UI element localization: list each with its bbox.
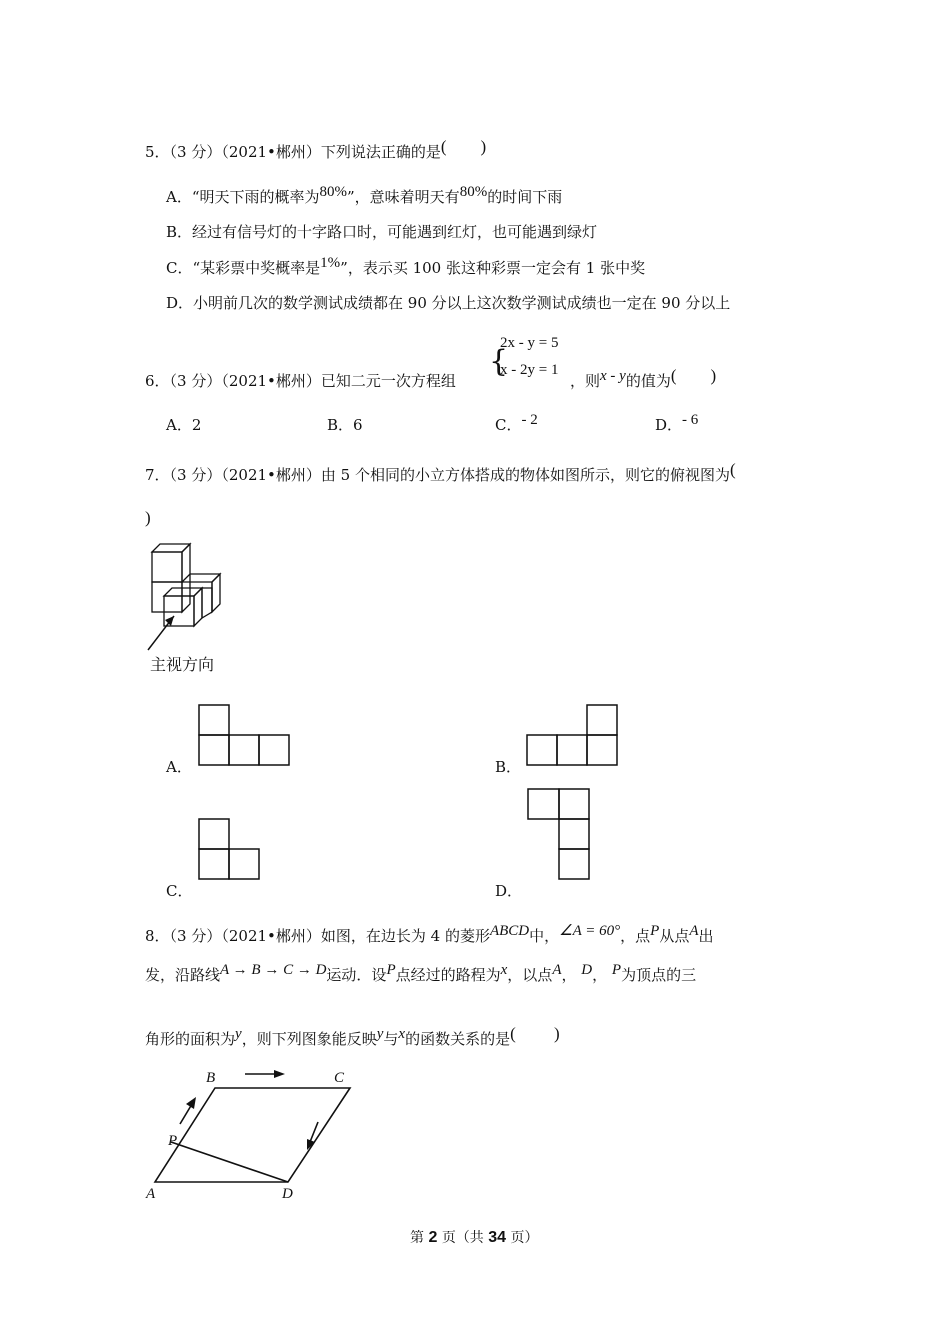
q7-header: 7．（3 分）（2021•郴州）由 5 个相同的小立方体搭成的物体如图所示，则它的俯视图为( [145, 460, 736, 484]
q6-option-d: D．- 6 [655, 412, 699, 434]
q8-line-1: 8．（3 分）（2021•郴州）如图，在边长为 4 的菱形ABCD中，∠A = 60°，点P从点A出 [145, 923, 714, 945]
q5-option-a: A．“明天下雨的概率为80%”，意味着明天有80%的时间下雨 [166, 184, 563, 206]
q6-option-b: B．6 [327, 416, 363, 434]
q6-header: 6．（3 分）（2021•郴州）已知二元一次方程组 [145, 372, 456, 390]
page-footer: 第 2 页（共 34 页） [410, 1229, 539, 1246]
label-c: C [334, 1070, 345, 1086]
q7-option-c-label: C． [166, 882, 193, 900]
q7-option-b-figure[interactable] [526, 704, 618, 766]
q8-line-3: 角形的面积为y，则下列图象能反映y与x的函数关系的是( ) [145, 1024, 560, 1048]
q7-option-d-label: D． [495, 882, 523, 900]
label-b: B [206, 1070, 216, 1086]
q5-option-c: C．“某彩票中奖概率是1%”，表示买 100 张这种彩票一定会有 1 张中奖 [166, 255, 646, 277]
view-direction-label: 主视方向 [150, 655, 215, 674]
answer-paren: ( ) [440, 137, 487, 156]
equation-1: 2x - y = 5 [500, 335, 559, 351]
segment-pd [171, 1142, 288, 1182]
system-brace: { [489, 344, 509, 379]
q5-header: 5．（3 分）（2021•郴州）下列说法正确的是( ) [145, 137, 487, 161]
q7-option-a-label: A． [166, 758, 192, 776]
q6-tail: ，则x - y的值为( ) [570, 366, 717, 390]
q7-option-b-label: B． [495, 758, 522, 776]
label-d: D [282, 1186, 293, 1202]
q6-option-c: C．- 2 [495, 412, 538, 434]
q6-option-a: A．2 [166, 416, 202, 434]
cube-figure [140, 540, 240, 655]
rhombus-abcd [155, 1088, 350, 1182]
label-a: A [146, 1186, 156, 1202]
equation-2: x - 2y = 1 [500, 362, 559, 378]
q7-option-a-figure[interactable] [198, 704, 290, 766]
q7-option-c-figure[interactable] [198, 818, 260, 880]
rhombus-figure [140, 1062, 370, 1207]
q7-option-d-figure[interactable] [527, 788, 591, 880]
q5-option-b: B．经过有信号灯的十字路口时，可能遇到红灯，也可能遇到绿灯 [166, 223, 598, 241]
q5-option-d: D．小明前几次的数学测试成绩都在 90 分以上这次数学测试成绩也一定在 90 分以上 [166, 294, 731, 312]
q7-close-paren: ) [145, 508, 151, 527]
label-p: P [168, 1133, 178, 1149]
q8-line-2: 发，沿路线A → B → C → D运动．设P点经过的路程为x，以点A， D， P为顶点的三 [145, 962, 697, 984]
